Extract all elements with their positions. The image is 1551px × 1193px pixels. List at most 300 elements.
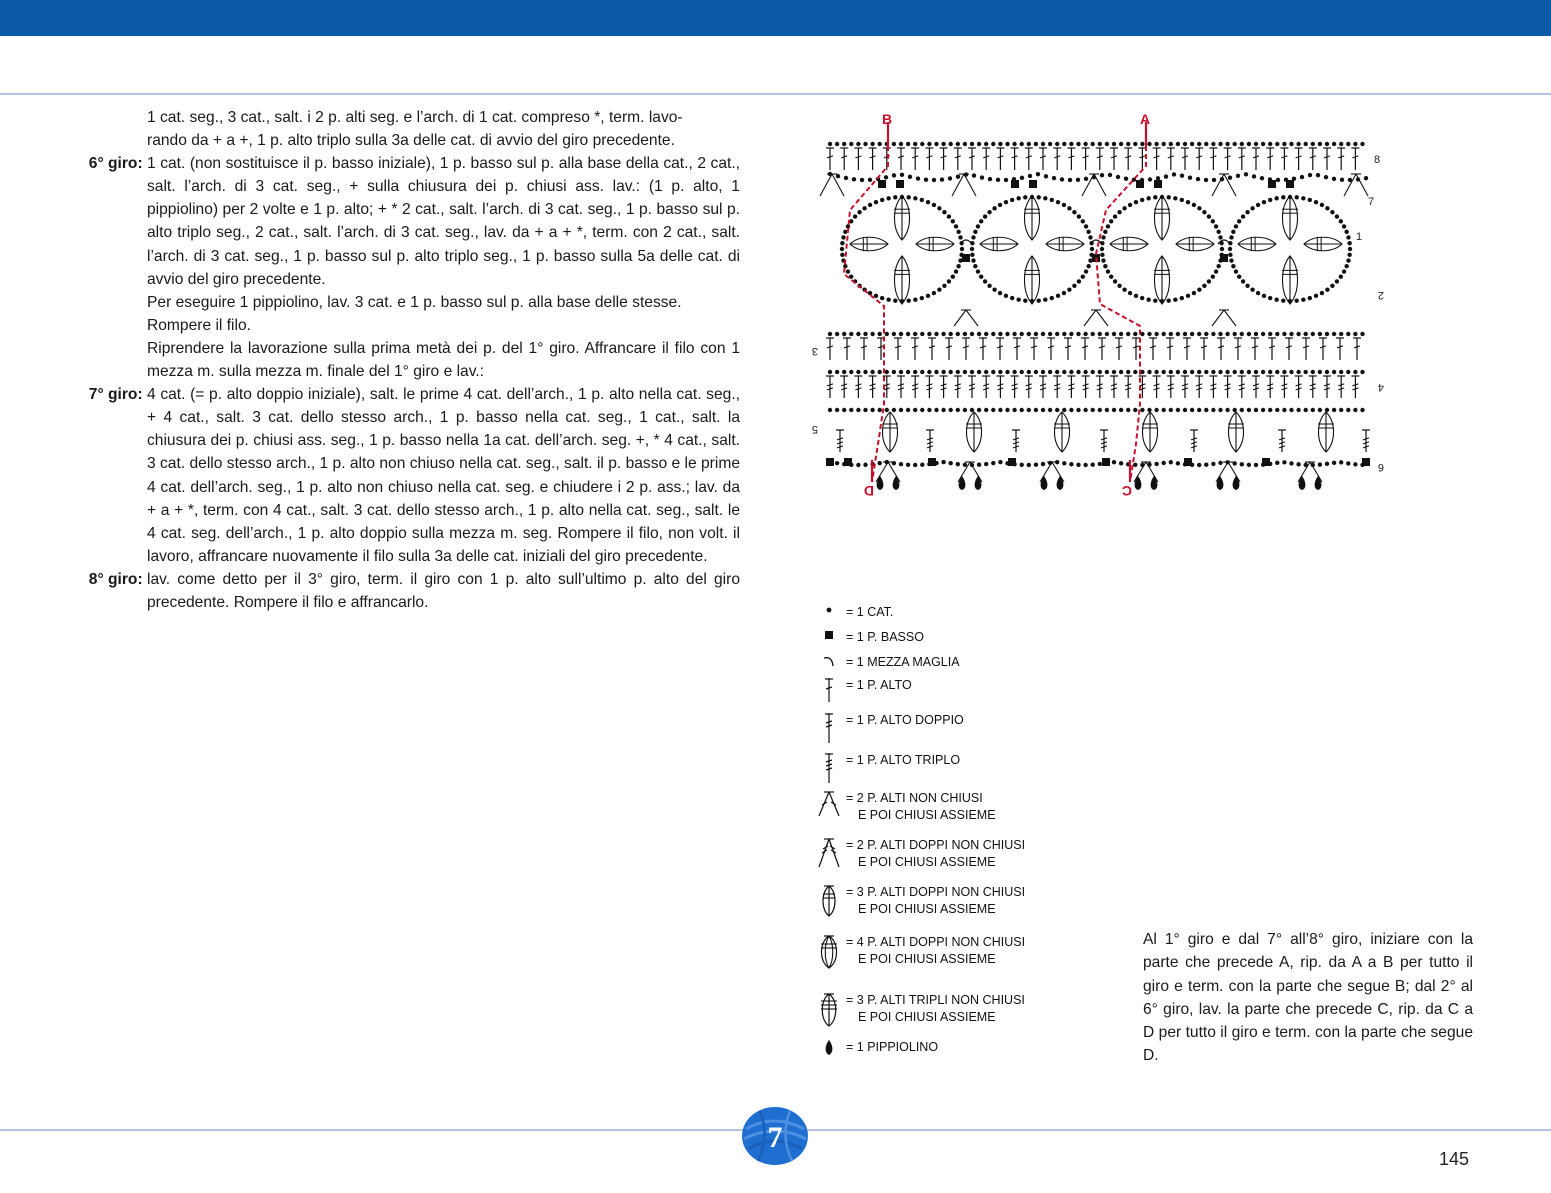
chain-dot <box>862 206 866 210</box>
chain-dot <box>1275 332 1279 336</box>
chain-dot <box>1034 332 1038 336</box>
chain-dot <box>1197 287 1201 291</box>
chain-dot <box>1314 294 1318 298</box>
chain-dot <box>1330 284 1334 288</box>
chain-dot <box>1256 203 1260 207</box>
chain-dot <box>1154 370 1158 374</box>
chain-dot <box>840 241 844 245</box>
chain-dot <box>885 370 889 374</box>
chain-dot <box>948 176 952 180</box>
chain-dot <box>956 230 960 234</box>
chain-dot <box>1052 176 1056 180</box>
chain-dot <box>1190 332 1194 336</box>
chain-dot <box>1233 142 1237 146</box>
chain-dot <box>949 461 953 465</box>
chain-dot <box>1301 297 1305 301</box>
row-number-6: 6 <box>1377 461 1384 473</box>
chain-dot <box>1268 177 1272 181</box>
chain-dot <box>1332 461 1336 465</box>
single-crochet-square <box>1008 458 1016 466</box>
chain-dot <box>1231 264 1235 268</box>
chain-dot <box>1197 332 1201 336</box>
chain-dot <box>1119 370 1123 374</box>
chain-dot <box>1342 224 1346 228</box>
chain-dot <box>1077 279 1081 283</box>
chain-dot <box>1128 291 1132 295</box>
chain-dot <box>970 408 974 412</box>
chain-dot <box>1254 332 1258 336</box>
chain-dot <box>1282 460 1286 464</box>
chain-dot <box>976 224 980 228</box>
legend-item-alto-doppio <box>812 712 1112 744</box>
chain-dot <box>977 463 981 467</box>
chain-dot <box>1197 370 1201 374</box>
chain-dot <box>878 332 882 336</box>
chain-dot <box>1010 296 1014 300</box>
chain-dot <box>937 206 941 210</box>
legend-label: = 3 P. ALTI TRIPLI NON CHIUSI <box>846 993 1025 1007</box>
chain-dot <box>1119 142 1123 146</box>
instructions-column <box>70 106 740 614</box>
chain-dot <box>1236 174 1240 178</box>
chain-dot <box>1105 370 1109 374</box>
chain-dot <box>906 332 910 336</box>
chain-dot <box>1027 332 1031 336</box>
legend-label-line2: E POI CHIUSI ASSIEME <box>858 952 996 966</box>
chain-dot <box>977 370 981 374</box>
chain-dot <box>1247 370 1251 374</box>
chain-dot <box>892 173 896 177</box>
chain-dot <box>1183 408 1187 412</box>
chain-dot <box>1295 195 1299 199</box>
chain-dot <box>1353 462 1357 466</box>
row-number-4: 4 <box>1377 381 1384 393</box>
chain-dot <box>1348 178 1352 182</box>
giro-6-label: 6° giro: <box>88 155 143 173</box>
chain-dot <box>908 175 912 179</box>
legend-label-line2: E POI CHIUSI ASSIEME <box>858 808 996 822</box>
chain-dot <box>1109 219 1113 223</box>
chain-dot <box>1192 203 1196 207</box>
chain-dot <box>1067 206 1071 210</box>
chain-dot <box>1027 142 1031 146</box>
chain-dot <box>1250 206 1254 210</box>
chain-dot <box>1020 463 1024 467</box>
chain-dot <box>1092 175 1096 179</box>
chain-dot <box>857 210 861 214</box>
legend-item-2-alti-doppi <box>812 837 1112 871</box>
chain-dot <box>1153 298 1157 302</box>
tr4-cluster-icon <box>818 934 840 970</box>
picot <box>1299 476 1306 490</box>
chain-dot <box>1076 142 1080 146</box>
chain-dot <box>1147 332 1151 336</box>
chain-dot <box>1016 297 1020 301</box>
chain-dot <box>1233 332 1237 336</box>
chain-dot <box>971 258 975 262</box>
chain-dot <box>998 203 1002 207</box>
intro-line-1: 1 cat. seg., 3 cat., salt. i 2 p. alti seg. e l’arch. di 1 cat. compreso *, term. lavo- <box>147 109 683 126</box>
chain-dot <box>947 214 951 218</box>
giro-8-text: lav. come detto per il 3° giro, term. il giro con 1 p. alto sull’ultimo p. alto del giro precedente. Rompere il filo e affrancarlo. <box>147 570 740 611</box>
chain-dot <box>1353 408 1357 412</box>
legend-label: = 1 P. BASSO <box>846 630 924 644</box>
chain-dot <box>1296 408 1300 412</box>
chain-dot <box>1098 332 1102 336</box>
legend-label: = 1 P. ALTO TRIPLO <box>846 753 961 767</box>
legend-label-line2: E POI CHIUSI ASSIEME <box>858 855 996 869</box>
chain-dot <box>1240 408 1244 412</box>
chain-dot <box>973 264 977 268</box>
chain-dot <box>1240 462 1244 466</box>
chain-dot <box>852 177 856 181</box>
chain-dot <box>942 210 946 214</box>
chain-dot <box>899 370 903 374</box>
chain-dot <box>992 206 996 210</box>
chain-dot <box>836 174 840 178</box>
chain-dot <box>1091 462 1095 466</box>
chain-dot <box>1289 461 1293 465</box>
marker-b: B <box>882 111 893 127</box>
chain-dot <box>856 463 860 467</box>
chain-dot <box>1218 461 1222 465</box>
picot <box>877 476 884 490</box>
chain-dot <box>1140 198 1144 202</box>
chain-dot <box>1325 142 1329 146</box>
chain-dot <box>863 408 867 412</box>
chain-dot <box>1062 370 1066 374</box>
chain-dot <box>1347 241 1351 245</box>
picot <box>1057 476 1064 490</box>
chain-dot <box>1296 462 1300 466</box>
chain-dot <box>1241 214 1245 218</box>
chain-dot <box>1180 198 1184 202</box>
single-crochet-square <box>896 180 904 188</box>
chain-dot <box>1147 142 1151 146</box>
chain-dot <box>991 370 995 374</box>
chain-dot <box>1332 408 1336 412</box>
chain-dot <box>1339 408 1343 412</box>
chain-dot <box>988 177 992 181</box>
legend-item-4-alti-doppi <box>812 934 1112 970</box>
chain-dot <box>920 463 924 467</box>
chain-dot <box>971 235 975 239</box>
chain-dot <box>1020 332 1024 336</box>
dtr3-cluster-icon <box>818 992 840 1028</box>
chain-dot <box>1020 370 1024 374</box>
chain-dot <box>1225 408 1229 412</box>
chain-dot <box>1169 370 1173 374</box>
chain-dot <box>1332 332 1336 336</box>
slip-stitch-icon <box>822 654 836 668</box>
chain-dot <box>1346 370 1350 374</box>
single-crochet-square <box>1154 180 1162 188</box>
chain-dot <box>913 297 917 301</box>
chain-dot <box>1254 142 1258 146</box>
row-number-2: 2 <box>1377 289 1384 301</box>
chain-dot <box>835 142 839 146</box>
chain-dot <box>1140 296 1144 300</box>
single-crochet-square <box>1362 458 1370 466</box>
chain-dot <box>1320 291 1324 295</box>
chain-dot <box>1103 264 1107 268</box>
chain-dot <box>998 142 1002 146</box>
chain-dot <box>1247 142 1251 146</box>
single-crochet-square <box>1220 254 1228 262</box>
chain-dot <box>840 247 844 251</box>
chain-dot <box>1261 142 1265 146</box>
single-crochet-square-icon <box>823 629 835 641</box>
chain-dot <box>1240 370 1244 374</box>
chain-dot <box>1113 279 1117 283</box>
chain-dot <box>1176 142 1180 146</box>
chain-dot <box>1308 173 1312 177</box>
chain-dot <box>868 178 872 182</box>
chain-dot <box>1346 142 1350 146</box>
chain-dot <box>1275 408 1279 412</box>
chain-dot <box>1190 142 1194 146</box>
chain-dot <box>1086 230 1090 234</box>
chain-dot <box>949 370 953 374</box>
chain-dot <box>1117 210 1121 214</box>
chain-dot <box>1043 196 1047 200</box>
picot <box>959 476 966 490</box>
chain-dot <box>998 408 1002 412</box>
chain-dot <box>1247 408 1251 412</box>
chain-dot <box>1167 195 1171 199</box>
chain-dot <box>1016 196 1020 200</box>
chain-dot <box>1020 408 1024 412</box>
chain-dot <box>1119 408 1123 412</box>
chain-dot <box>1204 142 1208 146</box>
chain-dot <box>1072 284 1076 288</box>
chain-dot <box>1192 291 1196 295</box>
chain-dot <box>963 370 967 374</box>
chain-dot <box>1084 224 1088 228</box>
chain-dot <box>1261 370 1265 374</box>
chain-dot <box>1214 224 1218 228</box>
chain-dot <box>1218 370 1222 374</box>
chain-dot <box>1154 408 1158 412</box>
chain-dot <box>1228 253 1232 257</box>
giro-8-paragraph <box>70 568 740 614</box>
chain-dot <box>992 287 996 291</box>
chain-dot <box>973 230 977 234</box>
chain-dot <box>1122 287 1126 291</box>
chain-dot <box>1229 235 1233 239</box>
chain-dot <box>920 296 924 300</box>
chain-dot <box>1325 287 1329 291</box>
chain-dot <box>913 332 917 336</box>
rompere-note: Rompere il filo. <box>147 316 251 334</box>
chain-dot <box>892 370 896 374</box>
chain-dot <box>1262 294 1266 298</box>
chain-dot <box>1048 370 1052 374</box>
chain-dot <box>892 408 896 412</box>
legend-label-line2: E POI CHIUSI ASSIEME <box>858 902 996 916</box>
chain-dot <box>1041 142 1045 146</box>
chain-dot <box>1023 195 1027 199</box>
chain-dot <box>1012 177 1016 181</box>
chain-dot <box>1295 298 1299 302</box>
chain-dot <box>932 203 936 207</box>
chain-dot <box>1113 214 1117 218</box>
chain-dot <box>1172 172 1176 176</box>
chain-dot <box>1072 210 1076 214</box>
chain-dot <box>1055 370 1059 374</box>
chain-dot <box>1041 408 1045 412</box>
chain-dot <box>927 408 931 412</box>
chain-dot <box>979 219 983 223</box>
chain-dot <box>1133 370 1137 374</box>
chain-dot <box>1190 408 1194 412</box>
chain-dot <box>1140 142 1144 146</box>
chain-dot <box>934 332 938 336</box>
chain-dot <box>1062 203 1066 207</box>
chain-dot <box>1229 258 1233 262</box>
tog-leg <box>1344 174 1356 196</box>
chain-dot <box>1220 247 1224 251</box>
chain-dot <box>1062 291 1066 295</box>
marker-a: A <box>1140 111 1151 127</box>
chain-dot <box>1027 463 1031 467</box>
chain-dot <box>1254 370 1258 374</box>
chain-dot <box>987 284 991 288</box>
chain-dot <box>1081 274 1085 278</box>
single-crochet-square <box>826 458 834 466</box>
chain-dot <box>1244 172 1248 176</box>
legend-label: = 1 MEZZA MAGLIA <box>846 655 960 669</box>
chain-dot <box>1225 142 1229 146</box>
chain-dot <box>1048 332 1052 336</box>
chain-dot <box>991 461 995 465</box>
chain-dot <box>920 370 924 374</box>
chain-dot <box>1146 196 1150 200</box>
chain-dot <box>1233 461 1237 465</box>
chain-dot <box>1037 298 1041 302</box>
chain-dot <box>1010 198 1014 202</box>
single-crochet-square <box>1262 458 1270 466</box>
tog-leg <box>876 462 888 482</box>
chart-symbols <box>820 142 1370 490</box>
chain-dot <box>1292 177 1296 181</box>
giro-6-paragraph <box>70 152 740 291</box>
chain-dot <box>1282 332 1286 336</box>
chain-dot <box>984 462 988 466</box>
chain-dot <box>846 269 850 273</box>
chain-dot <box>856 332 860 336</box>
chain-dot <box>1282 370 1286 374</box>
legend-label: = 4 P. ALTI DOPPI NON CHIUSI <box>846 935 1026 949</box>
chain-dot <box>1335 214 1339 218</box>
chain-dot <box>842 370 846 374</box>
chain-dot <box>1197 142 1201 146</box>
chain-dot <box>1314 200 1318 204</box>
chain-dot <box>1162 142 1166 146</box>
chain-dot <box>1202 284 1206 288</box>
chain-dot <box>1176 408 1180 412</box>
header-rule <box>0 93 1551 95</box>
chain-dot <box>998 460 1002 464</box>
chain-dot <box>963 142 967 146</box>
chain-dot <box>878 370 882 374</box>
top-color-bar <box>0 0 1551 36</box>
chain-dot <box>1247 463 1251 467</box>
chain-dot <box>1044 174 1048 178</box>
chain-dot <box>1126 370 1130 374</box>
chain-dot <box>1062 461 1066 465</box>
chain-dot <box>1276 178 1280 182</box>
chain-dot <box>1056 200 1060 204</box>
chain-dot <box>906 142 910 146</box>
chain-dot <box>1284 178 1288 182</box>
chain-dot <box>1353 332 1357 336</box>
chain-dot <box>1204 332 1208 336</box>
legend-item-pippiolino <box>812 1039 1112 1057</box>
chain-dot <box>998 291 1002 295</box>
chain-dot <box>863 370 867 374</box>
chain-dot <box>1275 142 1279 146</box>
chain-dot <box>1164 174 1168 178</box>
picot <box>1315 476 1322 490</box>
chain-dot <box>1183 370 1187 374</box>
chain-dot <box>1346 235 1350 239</box>
chain-dot <box>1212 178 1216 182</box>
chain-dot <box>960 247 964 251</box>
chain-dot <box>1296 142 1300 146</box>
chain-dot <box>1069 370 1073 374</box>
chain-dot <box>1342 269 1346 273</box>
chain-dot <box>842 332 846 336</box>
chain-dot <box>1245 210 1249 214</box>
chain-dot <box>1204 178 1208 182</box>
chain-dot <box>1090 247 1094 251</box>
chain-dot <box>949 142 953 146</box>
chain-dot <box>900 173 904 177</box>
chain-dot <box>1055 142 1059 146</box>
chain-dot <box>856 370 860 374</box>
chain-dot <box>1356 177 1360 181</box>
chain-dot <box>1173 297 1177 301</box>
marker-d: D <box>863 483 874 499</box>
chain-dot <box>1262 200 1266 204</box>
tog-leg <box>1084 310 1096 326</box>
chain-dot <box>1100 247 1104 251</box>
chain-dot-icon <box>823 604 835 616</box>
single-crochet-square <box>878 180 886 188</box>
chain-dot <box>977 408 981 412</box>
chain-dot <box>1218 408 1222 412</box>
page-number: 145 <box>1439 1149 1470 1169</box>
chain-dot <box>1005 332 1009 336</box>
chain-dot <box>941 370 945 374</box>
chain-dot <box>1083 408 1087 412</box>
chain-dot <box>1083 370 1087 374</box>
chain-dot <box>1036 172 1040 176</box>
chain-dot <box>1055 332 1059 336</box>
chain-dot <box>893 298 897 302</box>
chain-dot <box>1339 219 1343 223</box>
chain-dot <box>1353 370 1357 374</box>
chain-dot <box>1169 332 1173 336</box>
chain-dot <box>1250 287 1254 291</box>
chain-dot <box>828 142 832 146</box>
chain-dot <box>1124 176 1128 180</box>
chain-dot <box>977 142 981 146</box>
chain-dot <box>853 214 857 218</box>
chain-dot <box>907 195 911 199</box>
chain-dot <box>913 142 917 146</box>
